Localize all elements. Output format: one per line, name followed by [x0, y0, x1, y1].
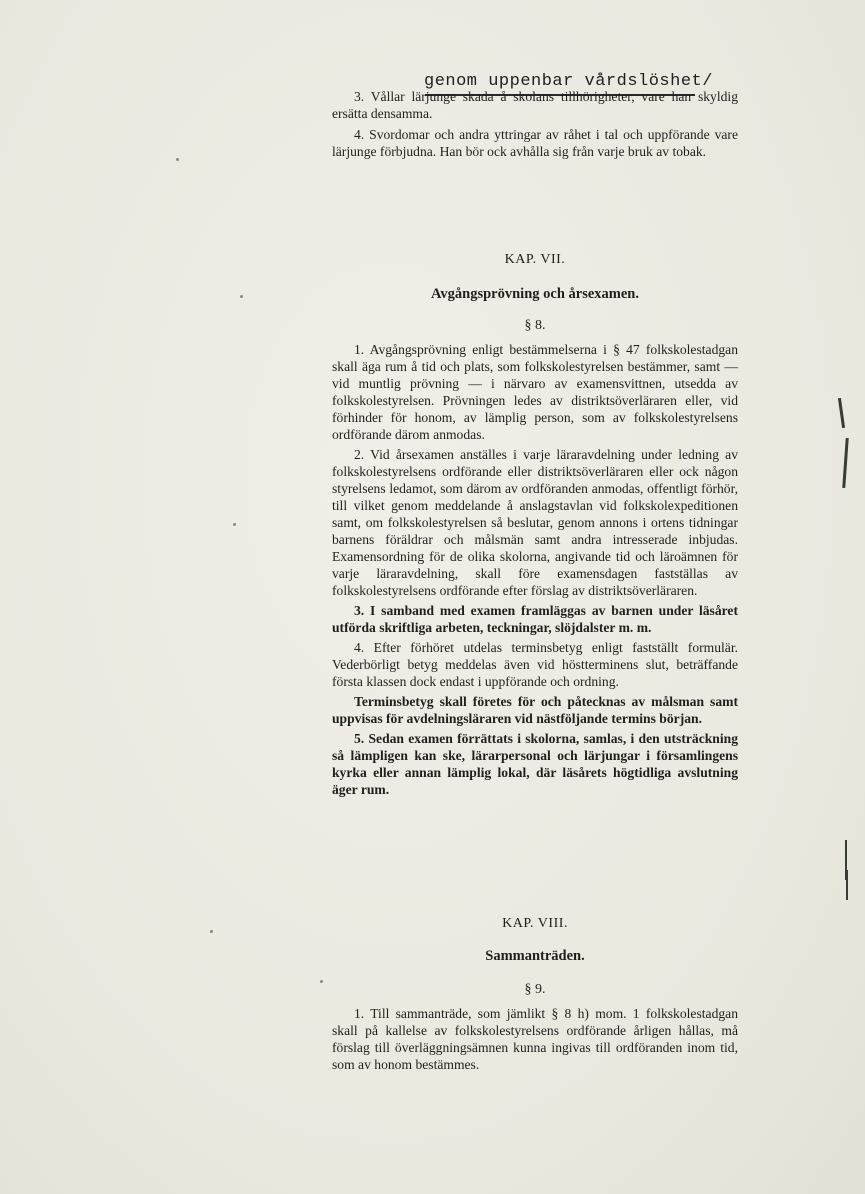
paper-speck	[210, 930, 213, 933]
paragraph-4: 4. Svordomar och andra yttringar av råhet i tal och uppförande vare lärjunge förbjudna. Han bör ock avhålla sig från varje bruk av tobak.	[332, 127, 738, 159]
previous-chapter-text	[332, 88, 738, 160]
paragraph-3: 3. Vållar lärjunge skada å skolans tillhörigheter, vare han skyldig ersätta densamma.	[332, 89, 738, 121]
chapter-7-title: Avgångsprövning och årsexamen.	[431, 286, 639, 302]
paper-speck	[320, 980, 323, 983]
ch7-paragraph-4: 4. Efter förhöret utdelas terminsbetyg enligt fastställt formulär. Vederbörligt betyg meddelas även vid höstterminens slut, beträffande första klassen dock endast i uppförande och ordning.	[332, 640, 738, 689]
paper-speck	[240, 295, 243, 298]
typed-correction: genom uppenbar vårdslöshet/	[424, 72, 713, 91]
section-8-heading: § 8.	[524, 318, 546, 333]
ch7-paragraph-2: 2. Vid årsexamen anställes i varje läraravdelning under ledning av folkskolestyrelsens ordförande eller distriktsöverläraren eller ock någon styrelsens ledamot, som därom av ordföranden anmodas, offentligt förhör, till vilket genom meddelande å anslagstavlan vid folkskolexpeditionen samt, om folkskolestyrelsen så beslutar, genom annons i ortens tidningar barnens föräldrar och målsmän samt andra intresserade inbjudas. Examensordning för de olika skolorna, angivande tid och läroämnen för varje läraravdelning, skall före examensdagen fastställas av folkskolestyrelsens ordförande efter förslag av distriktsöverläraren.	[332, 447, 738, 598]
chapter-8-body	[332, 1005, 738, 1073]
ch7-paragraph-terminsbetyg: Terminsbetyg skall företes för och påtecknas av målsman samt uppvisas för avdelningsläraren vid nästföljande termins början.	[332, 694, 738, 726]
ch7-paragraph-3: 3. I samband med examen framläggas av barnen under läsåret utförda skriftliga arbeten, teckningar, slöjdalster m. m.	[332, 603, 738, 635]
chapter-7-body	[332, 341, 738, 798]
margin-mark	[842, 438, 848, 488]
margin-mark	[838, 398, 845, 428]
chapter-8-heading: KAP. VIII.	[502, 916, 568, 931]
section-9-heading: § 9.	[524, 982, 546, 997]
chapter-8-title: Sammanträden.	[485, 948, 585, 964]
ch7-paragraph-5: 5. Sedan examen förrättats i skolorna, samlas, i den utsträckning så lämpligen kan ske, lärarpersonal och lärjungar i församlingens kyrka eller annan lämplig lokal, där läsårets högtidliga avslutning äger rum.	[332, 731, 738, 797]
ch7-paragraph-1: 1. Avgångsprövning enligt bestämmelserna i § 47 folkskolestadgan skall äga rum å tid och plats, som folkskolestyrelsen bestämmer, samt — vid muntlig prövning — i närvaro av examensvittnen, utsedda av folkskolestyrelsen. Prövningen ledes av distriktsöverläraren eller, vid förhinder för honom, av lämplig person, som av folkskolestyrelsens ordförande därom anmodas.	[332, 342, 738, 442]
paper-speck	[176, 158, 179, 161]
margin-mark	[846, 870, 848, 900]
chapter-7-heading: KAP. VII.	[504, 252, 566, 267]
ch8-paragraph-1: 1. Till sammanträde, som jämlikt § 8 h) mom. 1 folkskolestadgan skall på kallelse av folkskolestyrelsens ordförande årligen hållas, må förslag till överläggningsämnen kunna ingivas till ordföranden inom tid, som av honom bestämmes.	[332, 1006, 738, 1072]
paper-speck	[233, 523, 236, 526]
